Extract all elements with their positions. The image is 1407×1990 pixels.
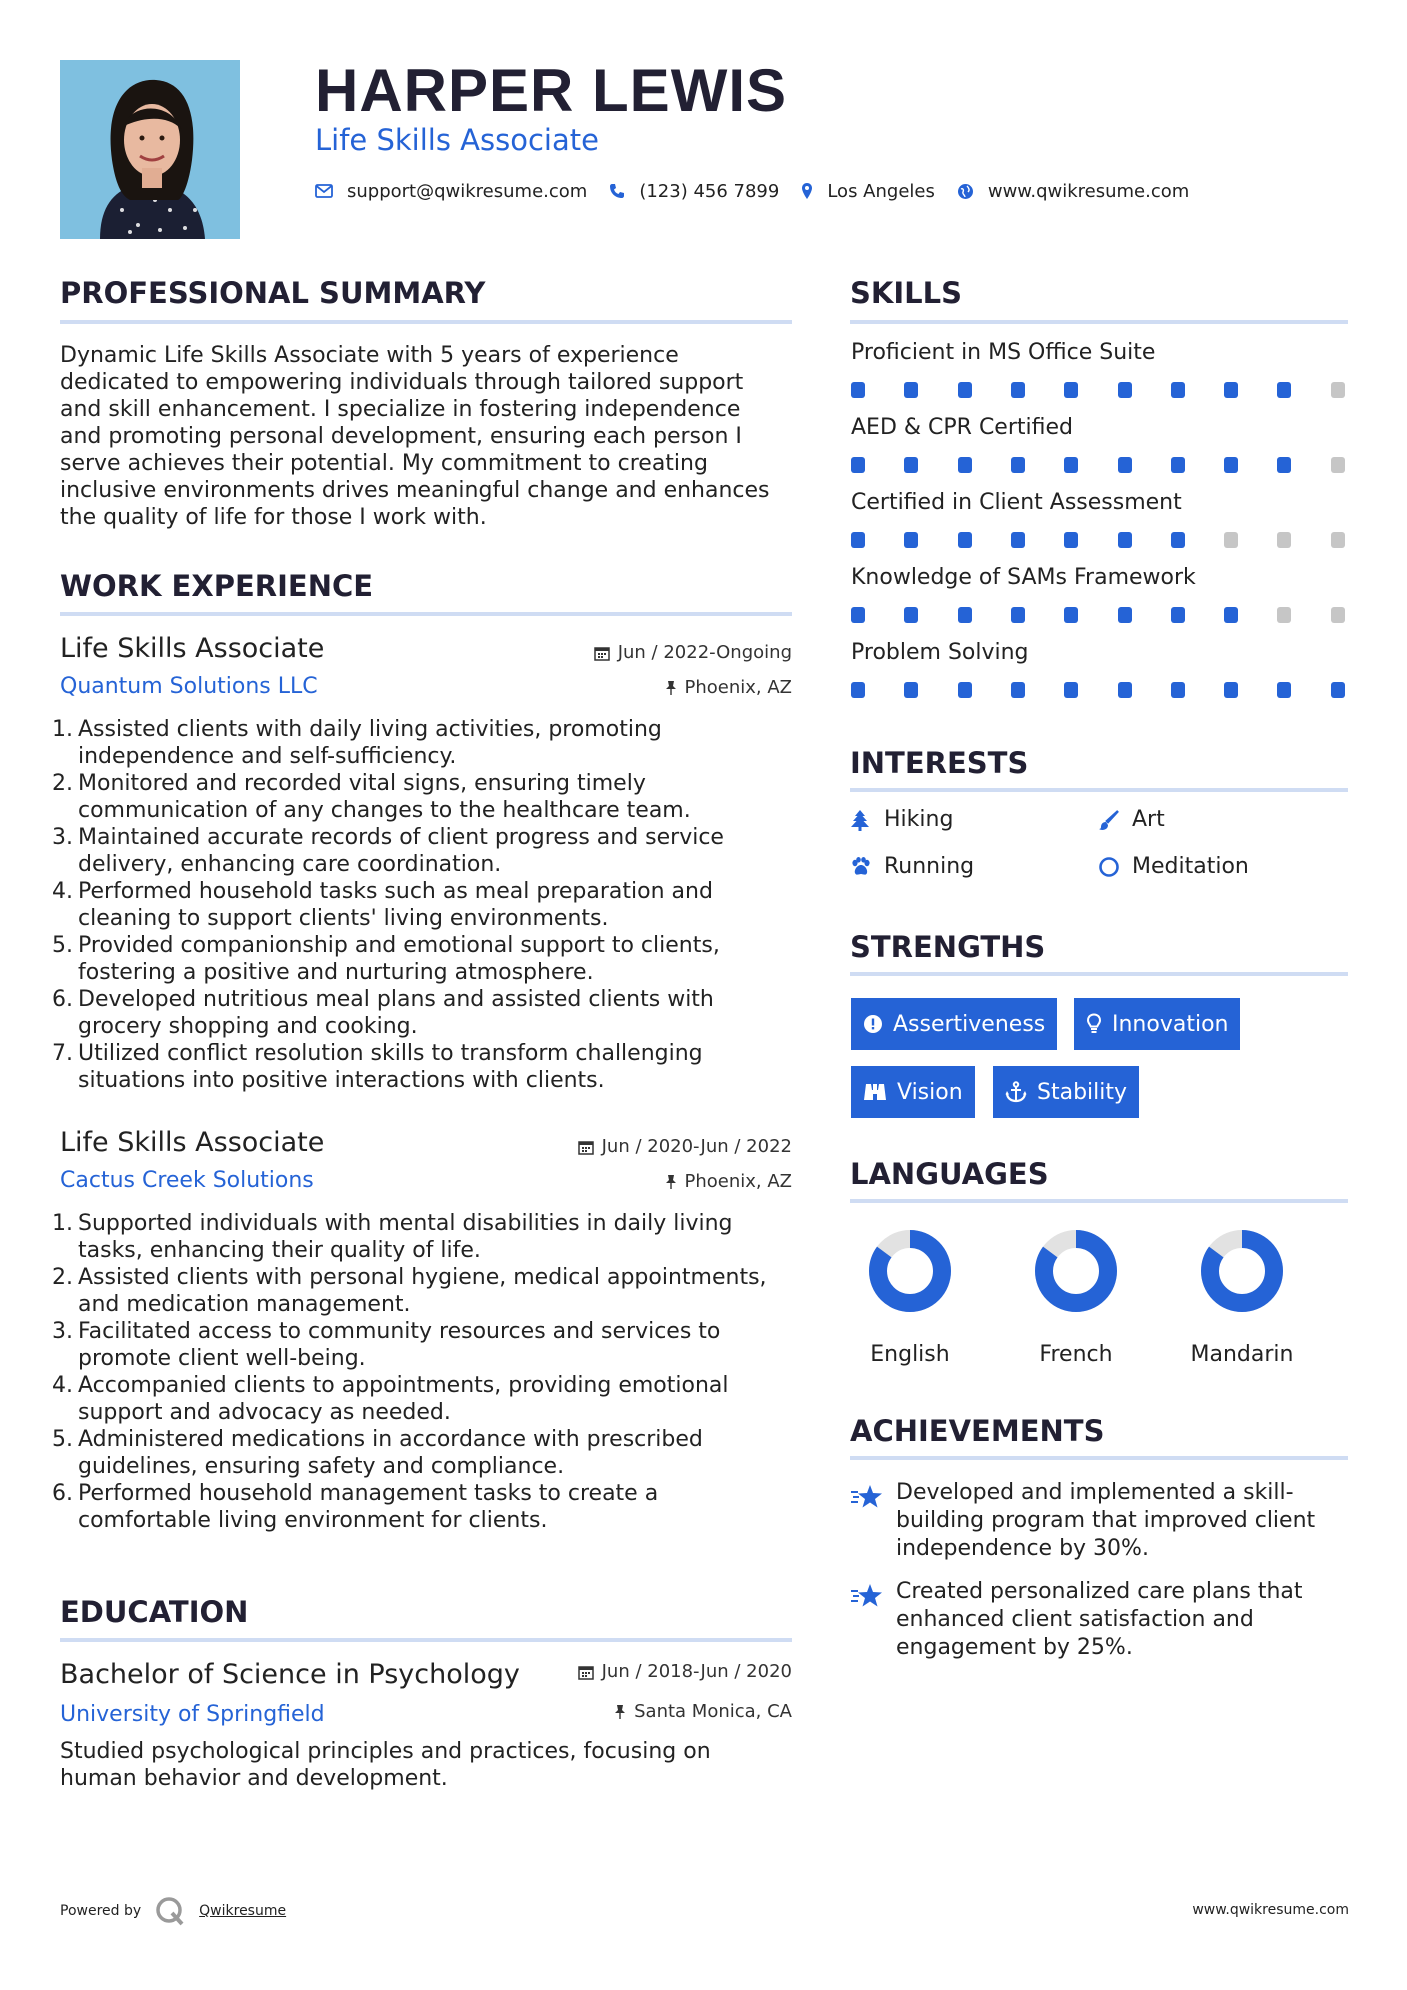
list-item: 1. Assisted clients with daily living activities, promoting independence and self-sufficiency.	[52, 717, 662, 769]
education-location	[500, 1700, 792, 1724]
language-item	[1172, 1228, 1312, 1370]
list-item: 5. Administered medications in accordance with prescribed guidelines, ensuring safety and compliance.	[52, 1427, 703, 1479]
skill-dot-empty	[1331, 382, 1345, 398]
qwikresume-logo-icon	[155, 1896, 185, 1926]
bullet-line: support and advocacy as needed.	[78, 1400, 451, 1425]
calendar-icon	[594, 645, 610, 661]
job-location	[500, 676, 792, 700]
skill-dot-filled	[851, 382, 865, 398]
star-icon	[850, 1479, 896, 1563]
interest-label: Running	[884, 854, 975, 879]
company-name: Quantum Solutions LLC	[60, 674, 318, 699]
interest-label: Art	[1132, 807, 1165, 832]
pushpin-icon	[665, 1174, 677, 1190]
contact-email[interactable]	[315, 181, 587, 202]
achievement-line: enhanced client satisfaction and	[896, 1607, 1254, 1632]
bullet-line: Supported individuals with mental disabilities in daily living	[78, 1211, 733, 1236]
bullet-line: Performed household tasks such as meal preparation and	[78, 879, 713, 904]
education-rule	[60, 1638, 792, 1642]
skill-dot-filled	[1277, 382, 1291, 398]
achievement-line: Created personalized care plans that	[896, 1579, 1303, 1604]
bullet-line: independence and self-sufficiency.	[78, 744, 457, 769]
bullet-line: cleaning to support clients' living environments.	[78, 906, 609, 931]
education-heading: EDUCATION	[60, 1595, 249, 1629]
list-item: 3. Maintained accurate records of client progress and service delivery, enhancing care coordination.	[52, 825, 724, 877]
interest-label: Meditation	[1132, 854, 1249, 879]
skill-dot-filled	[1224, 457, 1238, 473]
list-item: 6. Developed nutritious meal plans and assisted clients with grocery shopping and cooking.	[52, 987, 714, 1039]
skill-dot-filled	[1171, 457, 1185, 473]
profile-photo	[60, 60, 240, 239]
skill-dot-filled	[1277, 682, 1291, 698]
skill-dot-empty	[1277, 607, 1291, 623]
tree-icon	[850, 809, 884, 831]
language-item	[1006, 1228, 1146, 1370]
summary-line: and skill enhancement. I specialize in fostering independence	[60, 397, 741, 422]
strength-label: Vision	[897, 1079, 963, 1105]
envelope-icon	[315, 184, 333, 198]
list-item: 2. Monitored and recorded vital signs, ensuring timely communication of any changes to the healthcare team.	[52, 771, 691, 823]
language-label: Mandarin	[1190, 1342, 1294, 1367]
skill-dot-filled	[1224, 382, 1238, 398]
achievement-line: independence by 30%.	[896, 1536, 1149, 1561]
skill-dot-filled	[904, 382, 918, 398]
strength-badge	[851, 1066, 975, 1118]
job-bullets	[52, 716, 800, 1094]
paw-icon	[850, 857, 884, 877]
bullet-line: guidelines, ensuring safety and compliance.	[78, 1454, 565, 1479]
list-item: 1. Supported individuals with mental disabilities in daily living tasks, enhancing their quality of life.	[52, 1211, 733, 1263]
website-text: www.qwikresume.com	[987, 180, 1190, 202]
star-icon	[850, 1578, 896, 1662]
achievement-line: Developed and implemented a skill-	[896, 1480, 1294, 1505]
job-title: Life Skills Associate	[60, 633, 325, 664]
phone-icon	[609, 183, 625, 199]
calendar-icon	[578, 1139, 594, 1155]
achievement-line: building program that improved client	[896, 1508, 1316, 1533]
list-item: 2. Assisted clients with personal hygiene, medical appointments, and medication management.	[52, 1265, 767, 1317]
skill-dot-filled	[1277, 457, 1291, 473]
company-name: Cactus Creek Solutions	[60, 1168, 314, 1193]
skill-dot-filled	[904, 457, 918, 473]
language-donut	[1033, 1228, 1119, 1314]
summary-line: inclusive environments drives meaningful change and enhances	[60, 478, 770, 503]
job-dates	[500, 641, 792, 665]
skill-dot-filled	[1064, 457, 1078, 473]
skill-dot-filled	[1171, 682, 1185, 698]
skill-dot-filled	[1118, 457, 1132, 473]
skill-dot-filled	[1224, 682, 1238, 698]
bullet-line: promote client well-being.	[78, 1346, 366, 1371]
summary-line: Dynamic Life Skills Associate with 5 years of experience	[60, 343, 679, 368]
job-location-text: Phoenix, AZ	[684, 1171, 792, 1192]
skill-dot-filled	[1064, 382, 1078, 398]
summary-line: serve achieves their potential. My commitment to creating	[60, 451, 708, 476]
interests-rule	[850, 788, 1348, 792]
skill-dot-empty	[1331, 607, 1345, 623]
brand-link[interactable]: Qwikresume	[199, 1903, 287, 1919]
skill-label: Problem Solving	[851, 640, 1029, 665]
bullet-line: Facilitated access to community resources and services to	[78, 1319, 721, 1344]
skill-dot-filled	[1224, 607, 1238, 623]
education-location-text: Santa Monica, CA	[634, 1701, 792, 1722]
bullet-line: Maintained accurate records of client progress and service	[78, 825, 724, 850]
bullet-line: Monitored and recorded vital signs, ensuring timely	[78, 771, 646, 796]
interest-item	[850, 854, 974, 879]
strength-label: Innovation	[1112, 1011, 1229, 1037]
powered-by-text: Powered by	[60, 1903, 142, 1919]
skill-dot-filled	[1011, 532, 1025, 548]
job-location	[500, 1170, 792, 1194]
skills-heading: SKILLS	[850, 276, 962, 310]
achievement-line: engagement by 25%.	[896, 1635, 1133, 1660]
strength-badge	[1074, 998, 1240, 1050]
interests-heading: INTERESTS	[850, 746, 1029, 780]
summary-line: dedicated to empowering individuals through tailored support	[60, 370, 744, 395]
job-dates-text: Jun / 2020-Jun / 2022	[601, 1136, 792, 1157]
experience-rule	[60, 612, 792, 616]
interest-item	[1098, 854, 1249, 879]
strengths-rule	[850, 972, 1348, 976]
skill-dot-filled	[958, 607, 972, 623]
list-item: 4. Performed household tasks such as meal preparation and cleaning to support clients' living environments.	[52, 879, 713, 931]
strength-badge	[993, 1066, 1139, 1118]
skill-dot-filled	[1331, 682, 1345, 698]
education-line: human behavior and development.	[60, 1766, 448, 1791]
bullet-line: Assisted clients with personal hygiene, medical appointments,	[78, 1265, 767, 1290]
bullet-line: and medication management.	[78, 1292, 411, 1317]
skill-dot-empty	[1224, 532, 1238, 548]
interest-label: Hiking	[884, 807, 954, 832]
paintbrush-icon	[1098, 809, 1132, 831]
skill-dot-filled	[958, 682, 972, 698]
education-description	[60, 1738, 800, 1792]
bullet-line: Provided companionship and emotional support to clients,	[78, 933, 720, 958]
calendar-icon	[578, 1664, 594, 1680]
bullet-line: fostering a positive and nurturing atmosphere.	[78, 960, 594, 985]
achievement-item	[850, 1578, 1350, 1662]
language-item	[840, 1228, 980, 1370]
language-label: English	[870, 1342, 950, 1367]
language-label: French	[1039, 1342, 1113, 1367]
strength-label: Stability	[1037, 1079, 1128, 1105]
skill-dot-filled	[851, 457, 865, 473]
exclamation-icon	[863, 1014, 883, 1034]
bullet-line: Developed nutritious meal plans and assisted clients with	[78, 987, 714, 1012]
skill-dot-filled	[1118, 382, 1132, 398]
languages-rule	[850, 1199, 1348, 1203]
education-dates-text: Jun / 2018-Jun / 2020	[601, 1661, 792, 1682]
bullet-line: Performed household management tasks to create a	[78, 1481, 659, 1506]
contact-bar	[315, 176, 1211, 206]
pushpin-icon	[614, 1704, 626, 1720]
candidate-name: HARPER LEWIS	[315, 57, 788, 124]
skill-dot-filled	[1118, 607, 1132, 623]
pushpin-icon	[665, 680, 677, 696]
lightbulb-icon	[1086, 1013, 1102, 1035]
bullet-line: Assisted clients with daily living activities, promoting	[78, 717, 662, 742]
phone-text: (123) 456 7899	[639, 180, 780, 202]
contact-location	[801, 181, 935, 202]
bullet-line: Administered medications in accordance with prescribed	[78, 1427, 703, 1452]
languages-heading: LANGUAGES	[850, 1157, 1049, 1191]
list-item: 7. Utilized conflict resolution skills to transform challenging situations into positive interactions with clients.	[52, 1041, 703, 1093]
bullet-line: comfortable living environment for clients.	[78, 1508, 548, 1533]
strengths-heading: STRENGTHS	[850, 930, 1046, 964]
strength-badge	[851, 998, 1057, 1050]
interest-item	[850, 807, 953, 832]
job-bullets	[52, 1210, 800, 1534]
skill-dot-empty	[1331, 457, 1345, 473]
skill-dot-filled	[851, 532, 865, 548]
circle-icon	[1098, 856, 1132, 878]
skills-rule	[850, 320, 1348, 324]
skill-dot-filled	[958, 532, 972, 548]
binoculars-icon	[863, 1082, 887, 1102]
language-donut	[867, 1228, 953, 1314]
summary-rule	[60, 320, 792, 324]
skill-dot-filled	[1011, 607, 1025, 623]
bullet-line: Accompanied clients to appointments, providing emotional	[78, 1373, 729, 1398]
list-item: 5. Provided companionship and emotional support to clients, fostering a positive and nurturing atmosphere.	[52, 933, 720, 985]
skill-dot-filled	[904, 607, 918, 623]
skill-dot-filled	[904, 532, 918, 548]
education-dates	[500, 1660, 792, 1684]
bullet-line: Utilized conflict resolution skills to transform challenging	[78, 1041, 703, 1066]
skill-dot-filled	[851, 682, 865, 698]
summary-text	[60, 342, 800, 531]
job-location-text: Phoenix, AZ	[684, 677, 792, 698]
skill-dot-filled	[958, 382, 972, 398]
skill-dot-filled	[1118, 532, 1132, 548]
skill-dot-filled	[958, 457, 972, 473]
school-name: University of Springfield	[60, 1702, 325, 1727]
skill-dot-filled	[1118, 682, 1132, 698]
footer-powered-by	[60, 1896, 286, 1926]
anchor-icon	[1005, 1081, 1027, 1103]
interest-item	[1098, 807, 1165, 832]
globe-icon	[957, 183, 974, 200]
bullet-line: tasks, enhancing their quality of life.	[78, 1238, 481, 1263]
bullet-line: grocery shopping and cooking.	[78, 1014, 418, 1039]
skill-dot-filled	[1064, 532, 1078, 548]
skill-dot-filled	[1011, 682, 1025, 698]
job-dates	[500, 1135, 792, 1159]
skill-label: AED & CPR Certified	[851, 415, 1073, 440]
map-pin-icon	[801, 182, 813, 200]
skill-dot-filled	[1064, 682, 1078, 698]
skill-dot-empty	[1277, 532, 1291, 548]
achievement-item	[850, 1479, 1350, 1563]
education-line: Studied psychological principles and practices, focusing on	[60, 1739, 711, 1764]
summary-line: the quality of life for those I work with.	[60, 505, 487, 530]
email-text: support@qwikresume.com	[347, 180, 588, 202]
bullet-line: situations into positive interactions with clients.	[78, 1068, 605, 1093]
list-item: 6. Performed household management tasks to create a comfortable living environment for clients.	[52, 1481, 659, 1533]
list-item: 3. Facilitated access to community resources and services to promote client well-being.	[52, 1319, 721, 1371]
skill-dot-empty	[1331, 532, 1345, 548]
skill-dot-filled	[1171, 382, 1185, 398]
contact-website[interactable]	[957, 181, 1189, 202]
location-text: Los Angeles	[827, 180, 935, 202]
skill-dot-filled	[904, 682, 918, 698]
list-item: 4. Accompanied clients to appointments, providing emotional support and advocacy as needed.	[52, 1373, 729, 1425]
summary-heading: PROFESSIONAL SUMMARY	[60, 276, 486, 310]
strength-label: Assertiveness	[893, 1011, 1046, 1037]
degree-title: Bachelor of Science in Psychology	[60, 1659, 520, 1690]
footer-url[interactable]: www.qwikresume.com	[1192, 1902, 1349, 1918]
bullet-line: delivery, enhancing care coordination.	[78, 852, 502, 877]
bullet-line: communication of any changes to the healthcare team.	[78, 798, 691, 823]
experience-heading: WORK EXPERIENCE	[60, 569, 374, 603]
job-dates-text: Jun / 2022-Ongoing	[617, 642, 792, 663]
summary-line: and promoting personal development, ensuring each person I	[60, 424, 742, 449]
skill-dot-filled	[1011, 457, 1025, 473]
language-donut	[1199, 1228, 1285, 1314]
skill-dot-filled	[1064, 607, 1078, 623]
achievements-rule	[850, 1456, 1348, 1460]
skill-dot-filled	[1011, 382, 1025, 398]
contact-phone[interactable]	[609, 181, 779, 202]
skill-label: Certified in Client Assessment	[851, 490, 1182, 515]
skill-label: Knowledge of SAMs Framework	[851, 565, 1196, 590]
skill-dot-filled	[1171, 607, 1185, 623]
achievements-heading: ACHIEVEMENTS	[850, 1414, 1105, 1448]
candidate-title: Life Skills Associate	[315, 123, 599, 157]
job-title: Life Skills Associate	[60, 1127, 325, 1158]
skill-dot-filled	[851, 607, 865, 623]
skill-label: Proficient in MS Office Suite	[851, 340, 1156, 365]
skill-dot-filled	[1171, 532, 1185, 548]
